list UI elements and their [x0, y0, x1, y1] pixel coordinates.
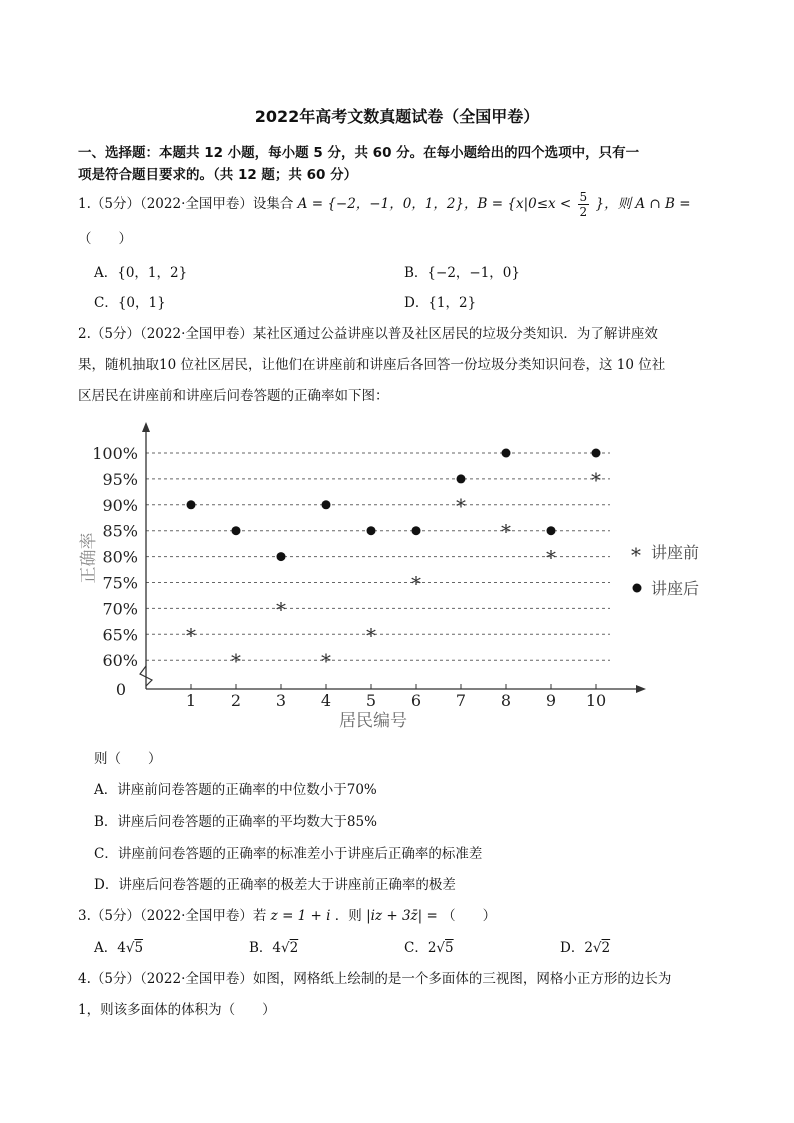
before-point: * [591, 467, 601, 492]
q1-paren: （ ） [78, 231, 132, 247]
x-tick-label: 2 [230, 691, 242, 710]
q3-c-coef: C．2 [404, 940, 437, 956]
q3-prefix: 3.（5分）（2022·全国甲卷）若 [78, 908, 267, 924]
after-point [457, 474, 466, 483]
sqrt-icon: √ [281, 940, 290, 956]
q3-expr2: |iz + 3z̄| = [366, 908, 438, 924]
q2-line1: 2.（5分）（2022·全国甲卷）某社区通过公益讲座以普及社区居民的垃圾分类知识．为了解讲座效 [78, 326, 658, 342]
chart-gridlines [146, 453, 610, 660]
y-tick-label: 90% [102, 495, 138, 515]
q2-line3: 区居民在讲座前和讲座后问卷答题的正确率如下图： [78, 388, 389, 404]
y-tick-label: 60% [102, 651, 138, 671]
after-point [367, 526, 376, 535]
before-point: * [456, 493, 466, 518]
y-tick-label: 80% [102, 547, 138, 567]
after-point [502, 449, 511, 458]
before-point: * [411, 571, 421, 596]
q1-option-a[interactable]: A．{0，1，2} [94, 265, 188, 281]
q2-option-b[interactable]: B．讲座后问卷答题的正确率的平均数大于85% [94, 814, 377, 830]
q3-a-coef: A．4 [94, 940, 126, 956]
q3-option-b[interactable] [249, 936, 298, 956]
after-point [322, 500, 331, 509]
q2-then: 则（ ） [94, 751, 162, 767]
q2-line2: 果，随机抽取10 位社区居民，让他们在讲座前和讲座后各回答一份垃圾分类知识问卷，这 10 位社 [78, 357, 666, 373]
x-tick-label: 3 [275, 691, 287, 710]
q3-option-a[interactable] [94, 936, 143, 956]
section-heading-line1: 一、选择题：本题共 12 小题，每小题 5 分，共 60 分。在每小题给出的四个选项中，只有一 [78, 145, 640, 161]
before-point: * [231, 649, 241, 674]
legend-before-label: 讲座前 [651, 543, 700, 562]
x-tick-label: 8 [500, 691, 512, 710]
q1-frac-den: 2 [579, 205, 588, 219]
legend-after-marker [633, 584, 642, 593]
x-tick-label: 10 [585, 691, 607, 710]
question-3 [78, 904, 496, 924]
y-axis-label: 正确率 [79, 532, 99, 584]
after-point [592, 449, 601, 458]
x-tick-label: 6 [410, 691, 422, 710]
section-heading-line2: 项是符合题目要求的。（共 12 题；共 60 分） [78, 167, 358, 183]
y-tick-label: 0 [115, 680, 126, 699]
scatter-chart [70, 418, 750, 738]
q1-option-d[interactable]: D．{1，2} [404, 295, 477, 311]
q3-expr1: z = 1 + i [270, 908, 331, 924]
y-axis-arrow [142, 422, 150, 432]
before-point: * [321, 649, 331, 674]
x-axis-arrow [636, 685, 646, 693]
q1-after: }，则 A ∩ B = [595, 196, 691, 212]
sqrt-icon: √ [125, 940, 135, 956]
chart-tick-labels [92, 444, 606, 710]
q3-mid: ．则 [334, 908, 362, 924]
before-point: * [366, 623, 376, 648]
sqrt-icon: √ [436, 940, 446, 956]
after-point [232, 526, 241, 535]
q3-a-radicand: 5 [134, 940, 144, 956]
y-tick-label: 100% [92, 444, 138, 463]
y-tick-label: 85% [102, 521, 138, 541]
q3-d-coef: D．2 [560, 940, 593, 956]
x-tick-label: 7 [455, 691, 467, 710]
legend-before-marker: * [631, 543, 641, 567]
sqrt-icon: √ [592, 940, 602, 956]
q3-b-coef: B．4 [249, 940, 282, 956]
x-tick-label: 5 [365, 691, 377, 710]
before-point: * [501, 519, 511, 544]
q4-line2: 1，则该多面体的体积为（ ） [78, 1002, 276, 1018]
page-title: 2022年高考文数真题试卷（全国甲卷） [254, 107, 540, 126]
before-point: * [546, 545, 556, 570]
question-1 [78, 190, 691, 219]
y-tick-label: 70% [102, 599, 138, 619]
q2-option-c[interactable]: C．讲座前问卷答题的正确率的标准差小于讲座后正确率的标准差 [94, 846, 483, 862]
y-tick-label: 65% [102, 625, 138, 645]
q1-sets: A = {−2，−1，0，1，2}，B = {x|0≤x < [297, 196, 572, 212]
legend [631, 543, 699, 598]
legend-after-label: 讲座后 [651, 579, 700, 598]
q4-line1: 4.（5分）（2022·全国甲卷）如图，网格纸上绘制的是一个多面体的三视图，网格小正方形的边长为 [78, 971, 672, 987]
x-tick-label: 9 [545, 691, 557, 710]
y-tick-label: 95% [102, 469, 138, 489]
before-point: * [186, 623, 196, 648]
x-tick-label: 4 [320, 691, 332, 710]
q3-c-radicand: 5 [445, 940, 454, 956]
chart-axes [140, 422, 646, 693]
q2-option-d[interactable]: D．讲座后问卷答题的正确率的极差大于讲座前正确率的极差 [94, 877, 456, 893]
q1-option-b[interactable]: B．{−2，−1，0} [404, 265, 520, 281]
after-point [547, 526, 556, 535]
y-tick-label: 75% [102, 573, 138, 593]
after-point [277, 552, 286, 561]
q3-b-radicand: 2 [289, 940, 299, 956]
q1-prefix: 1.（5分）（2022·全国甲卷）设集合 [78, 196, 294, 212]
q3-d-radicand: 2 [601, 940, 611, 956]
after-point [412, 526, 421, 535]
q1-fraction [578, 190, 590, 219]
q3-option-c[interactable] [404, 936, 454, 956]
q2-option-a[interactable]: A．讲座前问卷答题的正确率的中位数小于70% [94, 782, 377, 798]
q3-paren: （ ） [442, 908, 497, 924]
chart-marks [186, 449, 601, 674]
x-tick-label: 1 [185, 691, 197, 710]
before-point: * [276, 597, 286, 622]
q1-option-c[interactable]: C．{0，1} [94, 295, 166, 311]
x-axis-label: 居民编号 [339, 711, 407, 731]
q3-option-d[interactable] [560, 936, 610, 956]
q1-frac-num: 5 [579, 190, 588, 204]
after-point [187, 500, 196, 509]
